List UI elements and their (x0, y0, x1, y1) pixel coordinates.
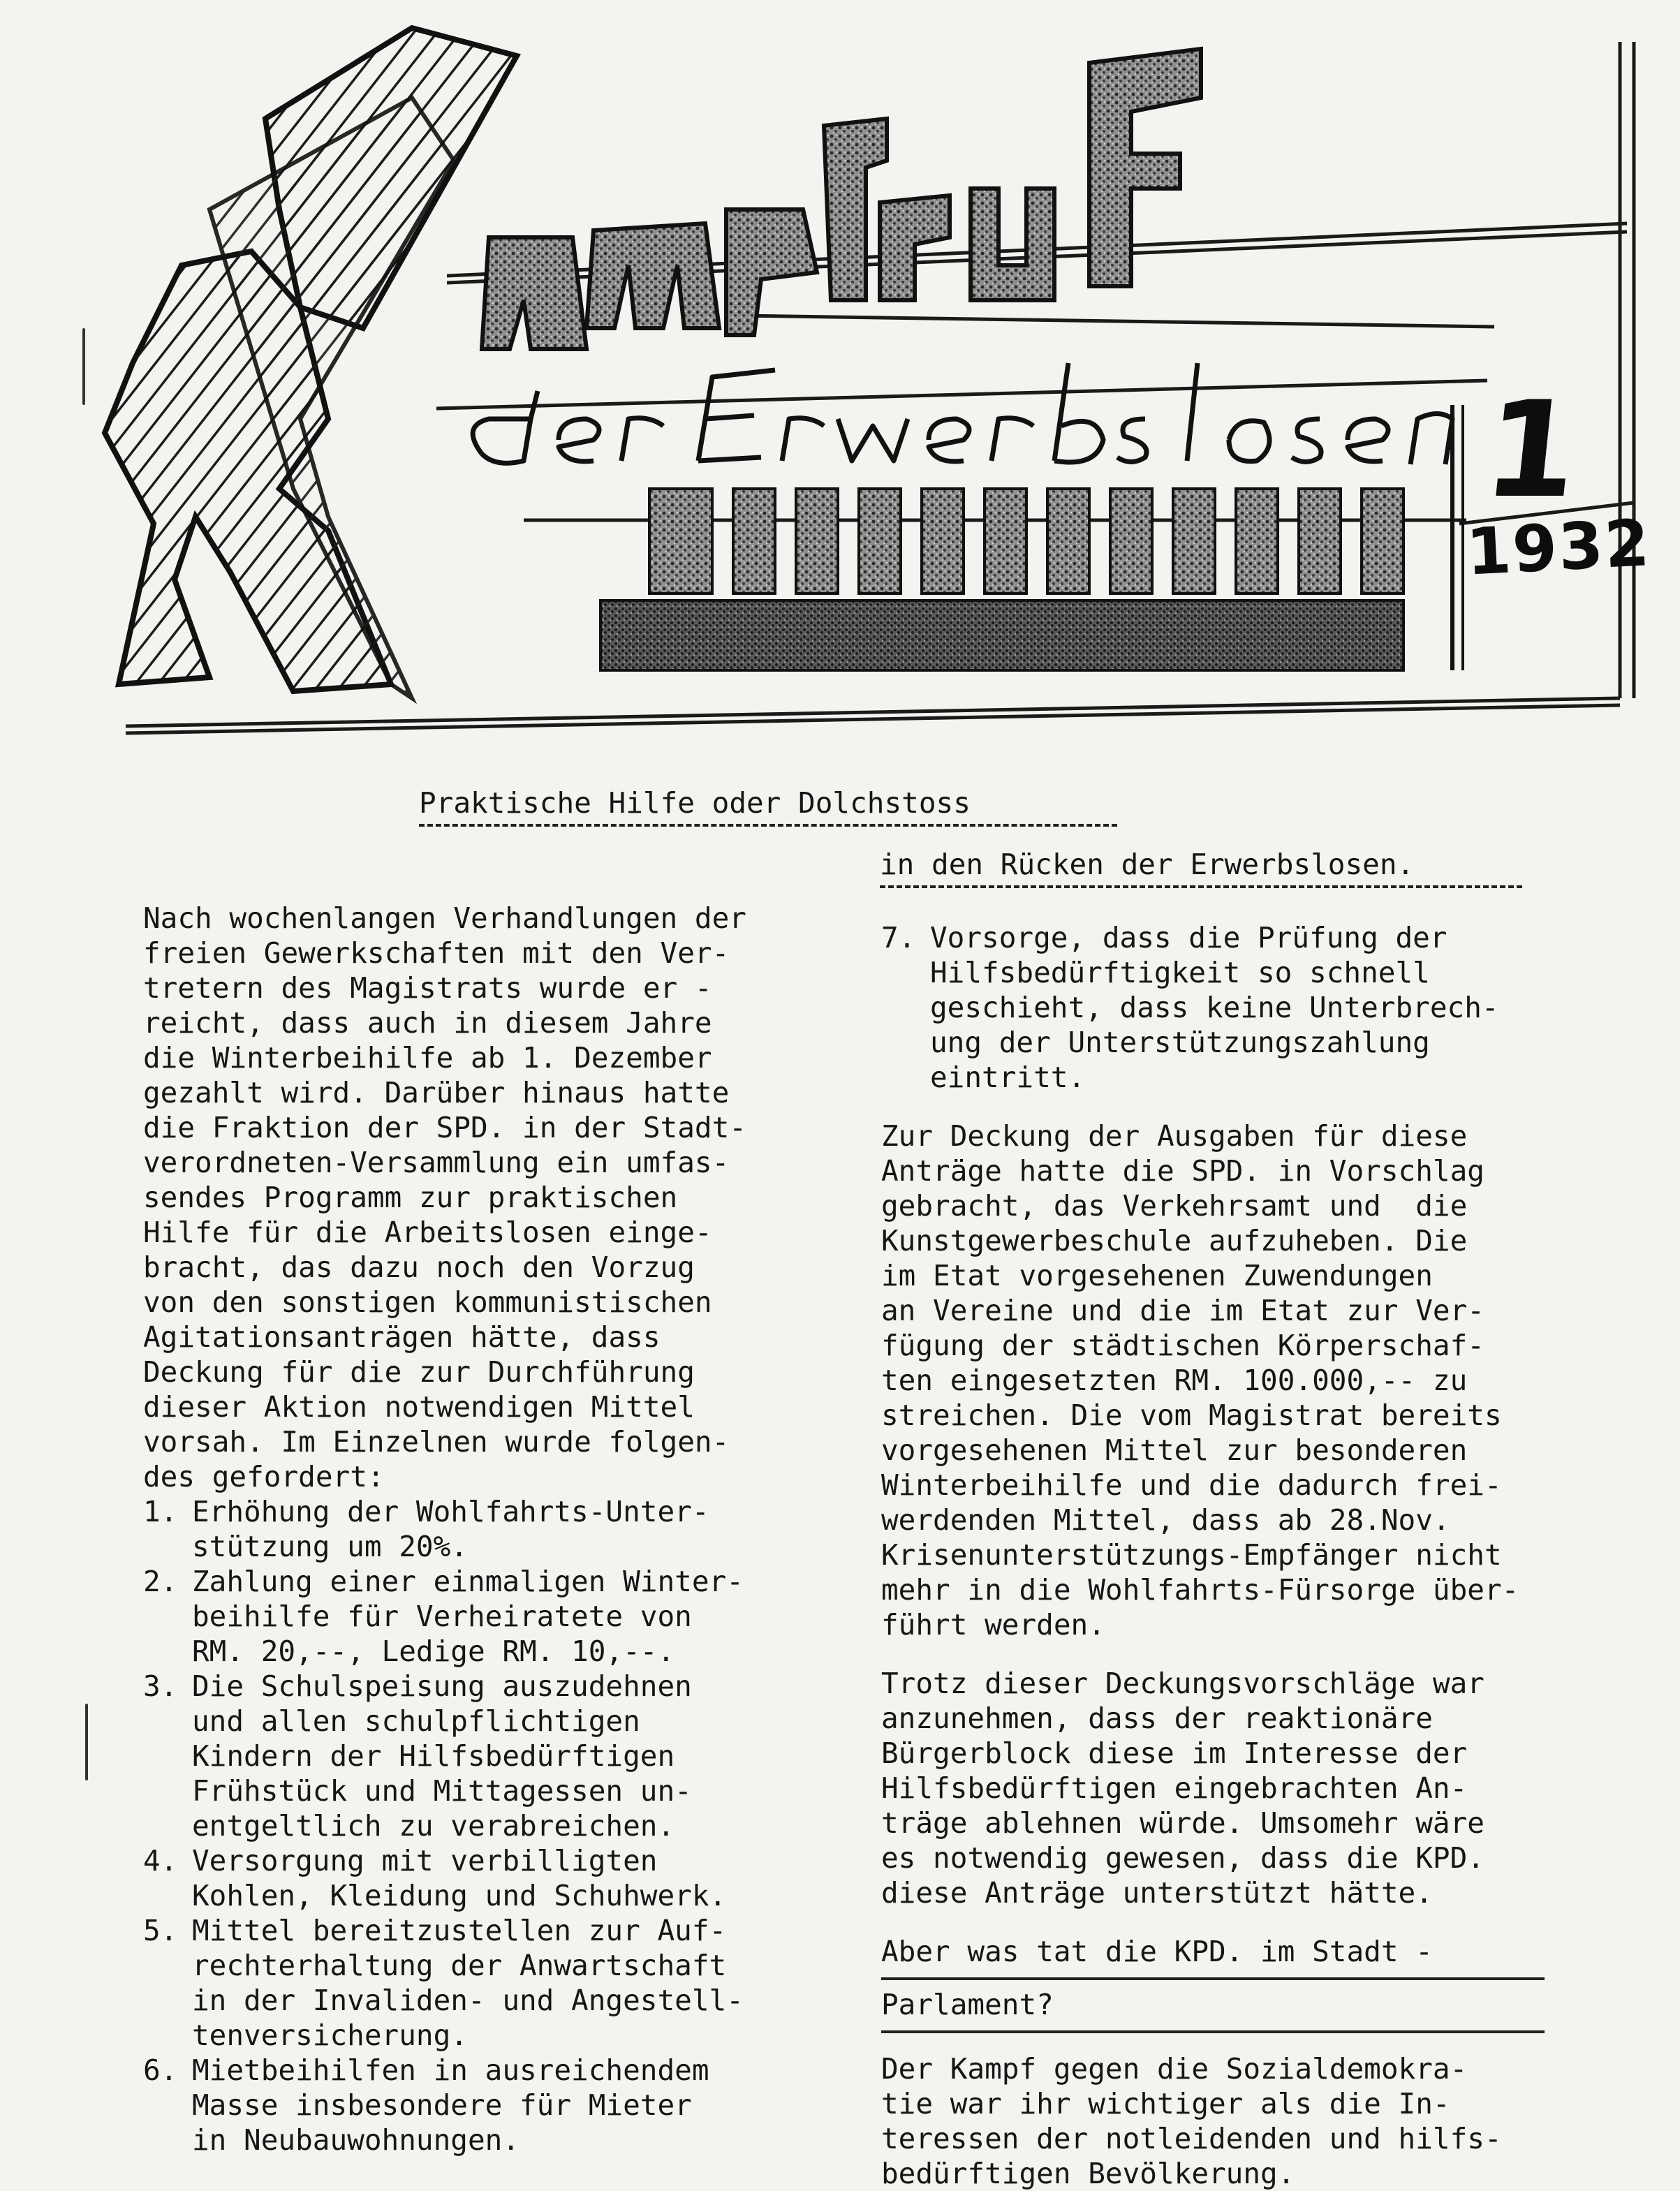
item-text: Die Schulspeisung auszudehnen und allen schulpflichtigen Kindern der Hilfsbedürftigen Frühstück und Mittagessen un- entgeltlich zu verabreichen. (192, 1669, 692, 1843)
item-text: Mietbeihilfen in ausreichendem Masse insbesondere für Mieter in Neubauwohnungen. (192, 2053, 709, 2157)
item-number: 1. (143, 1495, 178, 1528)
item-number: 7. (881, 921, 916, 954)
demand-item-4 (143, 1843, 876, 1913)
spacer (881, 1642, 1642, 1666)
closing-paragraph: Der Kampf gegen die Sozialdemokra- tie war ihr wichtiger als die In- teressen der notleidenden und hilfs- bedürftigen Bevölkerung. (881, 2052, 1502, 2190)
staple-mark-bottom (85, 1704, 88, 1780)
item-number: 2. (143, 1565, 178, 1598)
kpd-heading-line2: Parlament? (881, 1988, 1054, 2021)
left-column (143, 901, 876, 2157)
right-column (881, 920, 1642, 2191)
demand-item-7 (881, 920, 1642, 1095)
spacer (881, 1910, 1642, 1934)
item-number: 3. (143, 1669, 178, 1703)
title-underline-1 (419, 824, 1117, 827)
spacer (881, 1095, 1642, 1119)
item-number: 6. (143, 2053, 178, 2087)
item-number: 5. (143, 1914, 178, 1947)
item-text: Zahlung einer einmaligen Winter- beihilfe für Verheiratete von RM. 20,--, Ledige RM. 10,--. (192, 1565, 744, 1668)
title-underline-2 (880, 885, 1522, 888)
demand-item-1 (143, 1494, 876, 1564)
heading-rule-bottom (881, 2030, 1545, 2033)
issue-number: 1 (1477, 373, 1586, 527)
item-text: Versorgung mit verbilligten Kohlen, Kleidung und Schuhwerk. (192, 1844, 727, 1912)
issue-year: 1932 (1464, 506, 1653, 590)
item-number: 4. (143, 1844, 178, 1878)
spacer (881, 2040, 1642, 2051)
despite-paragraph: Trotz dieser Deckungsvorschläge war anzunehmen, dass der reaktionäre Bürgerblock diese im Interesse der Hilfsbedürftigen eingebrachten An- träge ablehnen würde. Umsomehr wäre es notwendig gewesen, dass die KPD. diese Anträge unterstützt hätte. (881, 1667, 1484, 1910)
intro-paragraph: Nach wochenlangen Verhandlungen der freien Gewerkschaften mit den Ver- tretern des Magistrats wurde er - reicht, dass auch in diesem Jahre die Winterbeihilfe ab 1. Dezember gezahlt wird. Darüber hinaus hatte die Fraktion der SPD. in der Stadt- verordneten-Versammlung ein umfas- sendes Programm zur praktischen Hilfe für die Arbeitslosen einge- bracht, das dazu noch den Vorzug von den sonstigen kommunistischen Agitationsanträgen hätte, dass Deckung für die zur Durchführung dieser Aktion notwendigen Mittel vorsah. Im Einzelnen wurde folgen- des gefordert: (143, 901, 746, 1493)
demand-item-3 (143, 1669, 876, 1843)
demand-item-5 (143, 1913, 876, 2053)
article-title-line1: Praktische Hilfe oder Dolchstoss (419, 786, 971, 820)
masthead-bars (600, 405, 1463, 670)
article-title-line2: in den Rücken der Erwerbslosen. (880, 848, 1415, 881)
masthead-letter-k (105, 28, 517, 698)
masthead (0, 0, 1680, 768)
staple-mark-top (82, 328, 85, 405)
item-text: Mittel bereitzustellen zur Auf- rechterhaltung der Anwartschaft in der Invaliden- und Angestell- tenversicherung. (192, 1914, 744, 2052)
funding-paragraph: Zur Deckung der Ausgaben für diese Anträge hatte die SPD. in Vorschlag gebracht, das Verkehrsamt und die Kunstgewerbeschule aufzuheben. Die im Etat vorgesehenen Zuwendungen an Vereine und die im Etat zur Ver- fügung der städtischen Körperschaf- ten eingesetzten RM. 100.000,-- zu streichen. Die vom Magistrat bereits vorgesehenen Mittel zur besonderen Winterbeihilfe und die dadurch frei- werdenden Mittel, dass ab 28.Nov. Krisenunterstützungs-Empfänger nicht mehr in die Wohlfahrts-Fürsorge über- führt werden. (881, 1119, 1519, 1642)
kpd-heading-line1: Aber was tat die KPD. im Stadt - (881, 1935, 1433, 1968)
item-text: Vorsorge, dass die Prüfung der Hilfsbedürftigkeit so schnell geschieht, dass keine Unterbrech- ung der Unterstützungszahlung eintritt. (930, 921, 1499, 1094)
item-text: Erhöhung der Wohlfahrts-Unter- stützung um 20%. (192, 1495, 709, 1563)
masthead-artwork (0, 0, 1680, 768)
demand-item-2 (143, 1564, 876, 1669)
masthead-lettering-ampfruf (482, 49, 1201, 349)
masthead-lettering-der-erwerbslosen (473, 363, 1452, 464)
demand-item-6 (143, 2053, 876, 2157)
heading-rule-top (881, 1977, 1545, 1980)
